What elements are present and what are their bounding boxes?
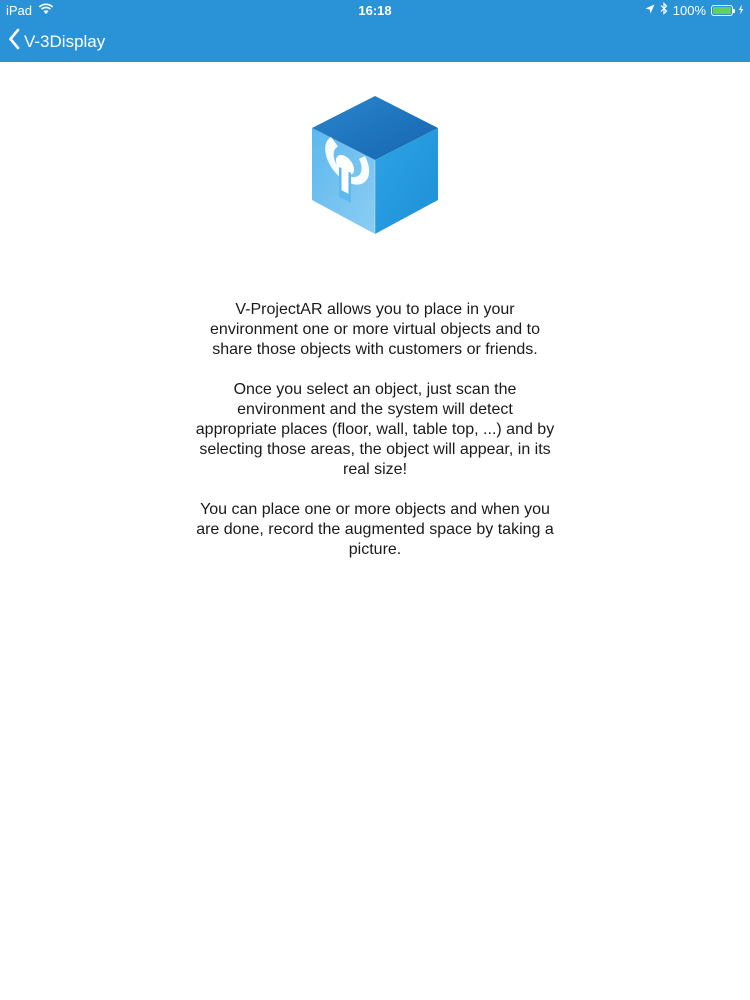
device-label: iPad (6, 3, 33, 18)
bluetooth-icon (660, 2, 668, 18)
intro-paragraph-3: You can place one or more objects and when you are done, record the augmented space by taking a picture. (196, 501, 554, 558)
location-icon (645, 3, 655, 18)
status-bar (0, 0, 750, 22)
navigation-bar (0, 22, 750, 62)
status-time: 16:18 (358, 3, 392, 18)
battery-percent: 100% (672, 2, 706, 18)
status-right (645, 2, 744, 18)
back-button[interactable] (8, 28, 105, 55)
chevron-left-icon (8, 28, 20, 55)
battery-fill (713, 7, 731, 14)
intro-paragraph-2: Once you select an object, just scan the environment and the system will detect appropriate places (floor, wall, table top, ...) and by selecting those areas, the object will appear, in its real size! (195, 381, 555, 478)
top-bar (0, 0, 750, 62)
intro-paragraph-1: V-ProjectAR allows you to place in your environment one or more virtual objects and to share those objects with customers or friends. (210, 301, 540, 358)
intro-text (195, 300, 555, 580)
back-label: V-3Display (24, 31, 106, 51)
app-cube-logo-icon (305, 92, 445, 238)
battery-icon (711, 5, 733, 16)
charging-icon (738, 3, 744, 18)
